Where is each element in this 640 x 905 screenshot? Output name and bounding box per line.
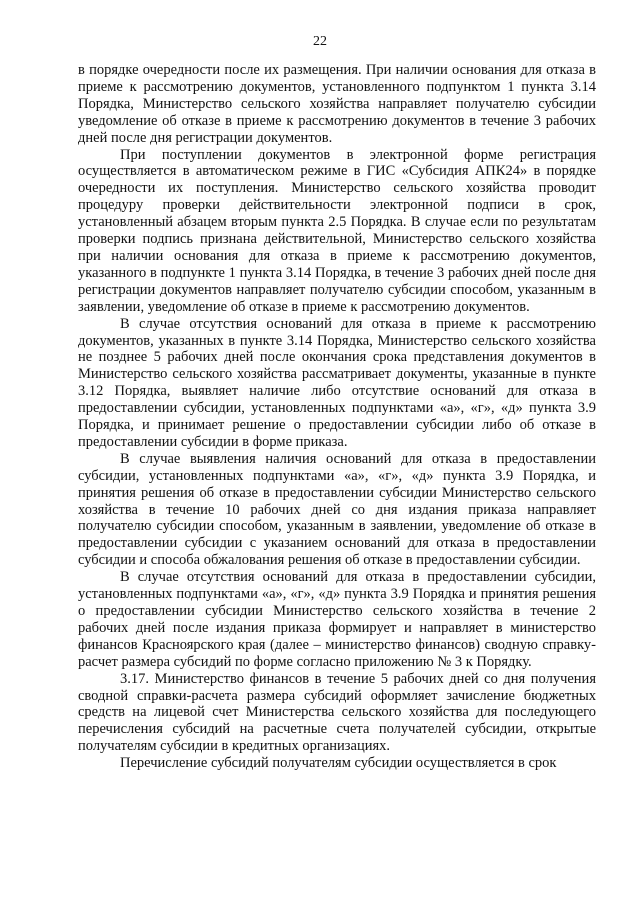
paragraph-3-17: 3.17. Министерство финансов в течение 5 рабочих дней со дня получения сводной справки-расчета размера субсидий оформляет зачисление бюджетных средств на лицевой счет Министерства сельского хозяйства для последующего перечисления субсидий на расчетные счета получателей субсидии, открытые получателям субсидии в кредитных организациях. xyxy=(78,670,596,755)
paragraph-transfer-of-subsidies: Перечисление субсидий получателям субсидии осуществляется в срок xyxy=(120,755,557,772)
page-number: 22 xyxy=(313,34,327,49)
paragraph-electronic-registration: При поступлении документов в электронной форме регистрация осуществляется в автоматическом режиме в ГИС «Субсидия АПК24» в порядке очередности их поступления. Министерство сельского хозяйства проводит процедуру проверки действительности электронной подписи в срок, установленный абзацем вторым пункта 2.5 Порядка. В случае если по результатам проверки подпись признана действительной, Министерство сельского хозяйства при наличии основания для отказа в приеме к рассмотрению документов, указанного в подпункте 1 пункта 3.14 Порядка, в течение 3 рабочих дней после дня регистрации документов направляет получателю субсидии способом, указанным в заявлении, уведомление об отказе в приеме к рассмотрению документов. xyxy=(78,146,596,315)
paragraph-no-grounds-for-refusal-of-review: В случае отсутствия оснований для отказа в приеме к рассмотрению документов, указанных в пункте 3.14 Порядка, Министерство сельского хозяйства не позднее 5 рабочих дней после окончания срока представления документов в Министерство сельского хозяйства рассматривает документы, указанные в пункте 3.12 Порядка, выявляет наличие либо отсутствие оснований для отказа в предоставлении субсидии, установленных подпунктами «а», «г», «д» пункта 3.9 Порядка, и принимает решение о предоставлении субсидии либо об отказе в предоставлении субсидии в форме приказа. xyxy=(78,315,596,450)
paragraph-refusal-of-subsidy: В случае выявления наличия оснований для отказа в предоставлении субсидии, установленных подпунктами «а», «г», «д» пункта 3.9 Порядка, и принятия решения об отказе в предоставлении субсидии Министерство сельского хозяйства в течение 10 рабочих дней со дня издания приказа направляет получателю субсидии способом, указанным в заявлении, уведомление об отказе в предоставлении субсидии с указанием оснований для отказа в предоставлении субсидии и способа обжалования решения об отказе в предоставлении субсидии. xyxy=(78,450,596,569)
paragraph-continuation: в порядке очередности после их размещения. При наличии основания для отказа в приеме к рассмотрению документов, установленного подпунктом 1 пункта 3.14 Порядка, Министерство сельского хозяйства направляет получателю субсидии уведомление об отказе в приеме к рассмотрению документов в течение 3 рабочих дней после дня регистрации документов. xyxy=(78,62,596,146)
paragraph-subsidy-granted: В случае отсутствия оснований для отказа в предоставлении субсидии, установленных подпунктами «а», «г», «д» пункта 3.9 Порядка и принятия решения о предоставлении субсидии Министерство сельского хозяйства в течение 2 рабочих дней после издания приказа формирует и направляет в министерство финансов Красноярского края (далее – министерство финансов) сводную справку-расчет размера субсидий по форме согласно приложению № 3 к Порядку. xyxy=(78,569,596,670)
document-body xyxy=(78,62,596,772)
